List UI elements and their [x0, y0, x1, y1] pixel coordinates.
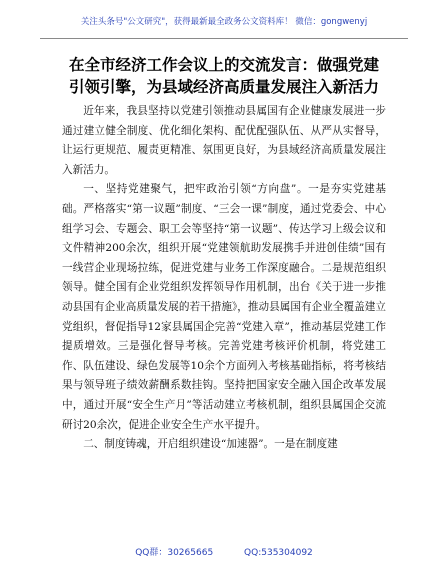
paragraph-section-1: 一、坚持党建聚气，把牢政治引领“方向盘”。一是夯实党建基础。严格落实“第一议题”制度、“三会一课”制度，通过党委会、中心组学习会、专题会、职工会等坚持“第一议题”、传达学习上级会议和文件精神200余次，组织开展“党建领航助发展携手并进创佳绩”国有一线营企业现场拉练，促进党建与业务工作深度融合。二是规范组织领导。健全国有企业党组织发挥领导作用机制，出台《关于进一步推动县国有企业高质量发展的若干措施》，推动县属国有企业全覆盖建立党组织，督促指导12家县属国企完善“党建入章”，推动基层党建工作提质增效。三是强化督导考核。完善党建考核评价机制，将党建工作、队伍建设、绿色发展等10余个方面列入考核基础指标，将考核结果与领导班子绩效薪酬系数挂钩。坚持把国家安全融入国企改革发展中，通过开展“安全生产月”等活动建立考核机制，组织县属国企交流研讨20余次，促进企业安全生产水平提升。 — [62, 183, 386, 431]
header-banner: 关注头条号"公文研究"，获得最新最全政务公文资料库！ 微信：gongwenyj — [80, 17, 368, 27]
document-title — [60, 54, 388, 98]
title-line-2: 引领引擎，为县域经济高质量发展注入新活力 — [68, 78, 379, 96]
title-line-1: 在全市经济工作会议上的交流发言：做强党建 — [68, 56, 379, 74]
footer-qq: QQ:535304092 — [244, 548, 313, 558]
header-divider — [40, 38, 408, 39]
footer — [0, 545, 448, 558]
footer-qq-group: QQ群：30265665 — [135, 548, 214, 558]
paragraph-section-2: 二、制度铸魂，开启组织建设“加速器”。一是在制度建 — [83, 438, 338, 451]
paragraph-intro: 近年来，我县坚持以党建引领推动县属国有企业健康发展进一步通过建立健全制度、优化细化架构、配优配强队伍、从严从实督导，让运行更规范、履责更精准、氛围更良好，为县域经济高质量发展注入新活力。 — [62, 105, 386, 176]
document-body — [62, 102, 386, 455]
